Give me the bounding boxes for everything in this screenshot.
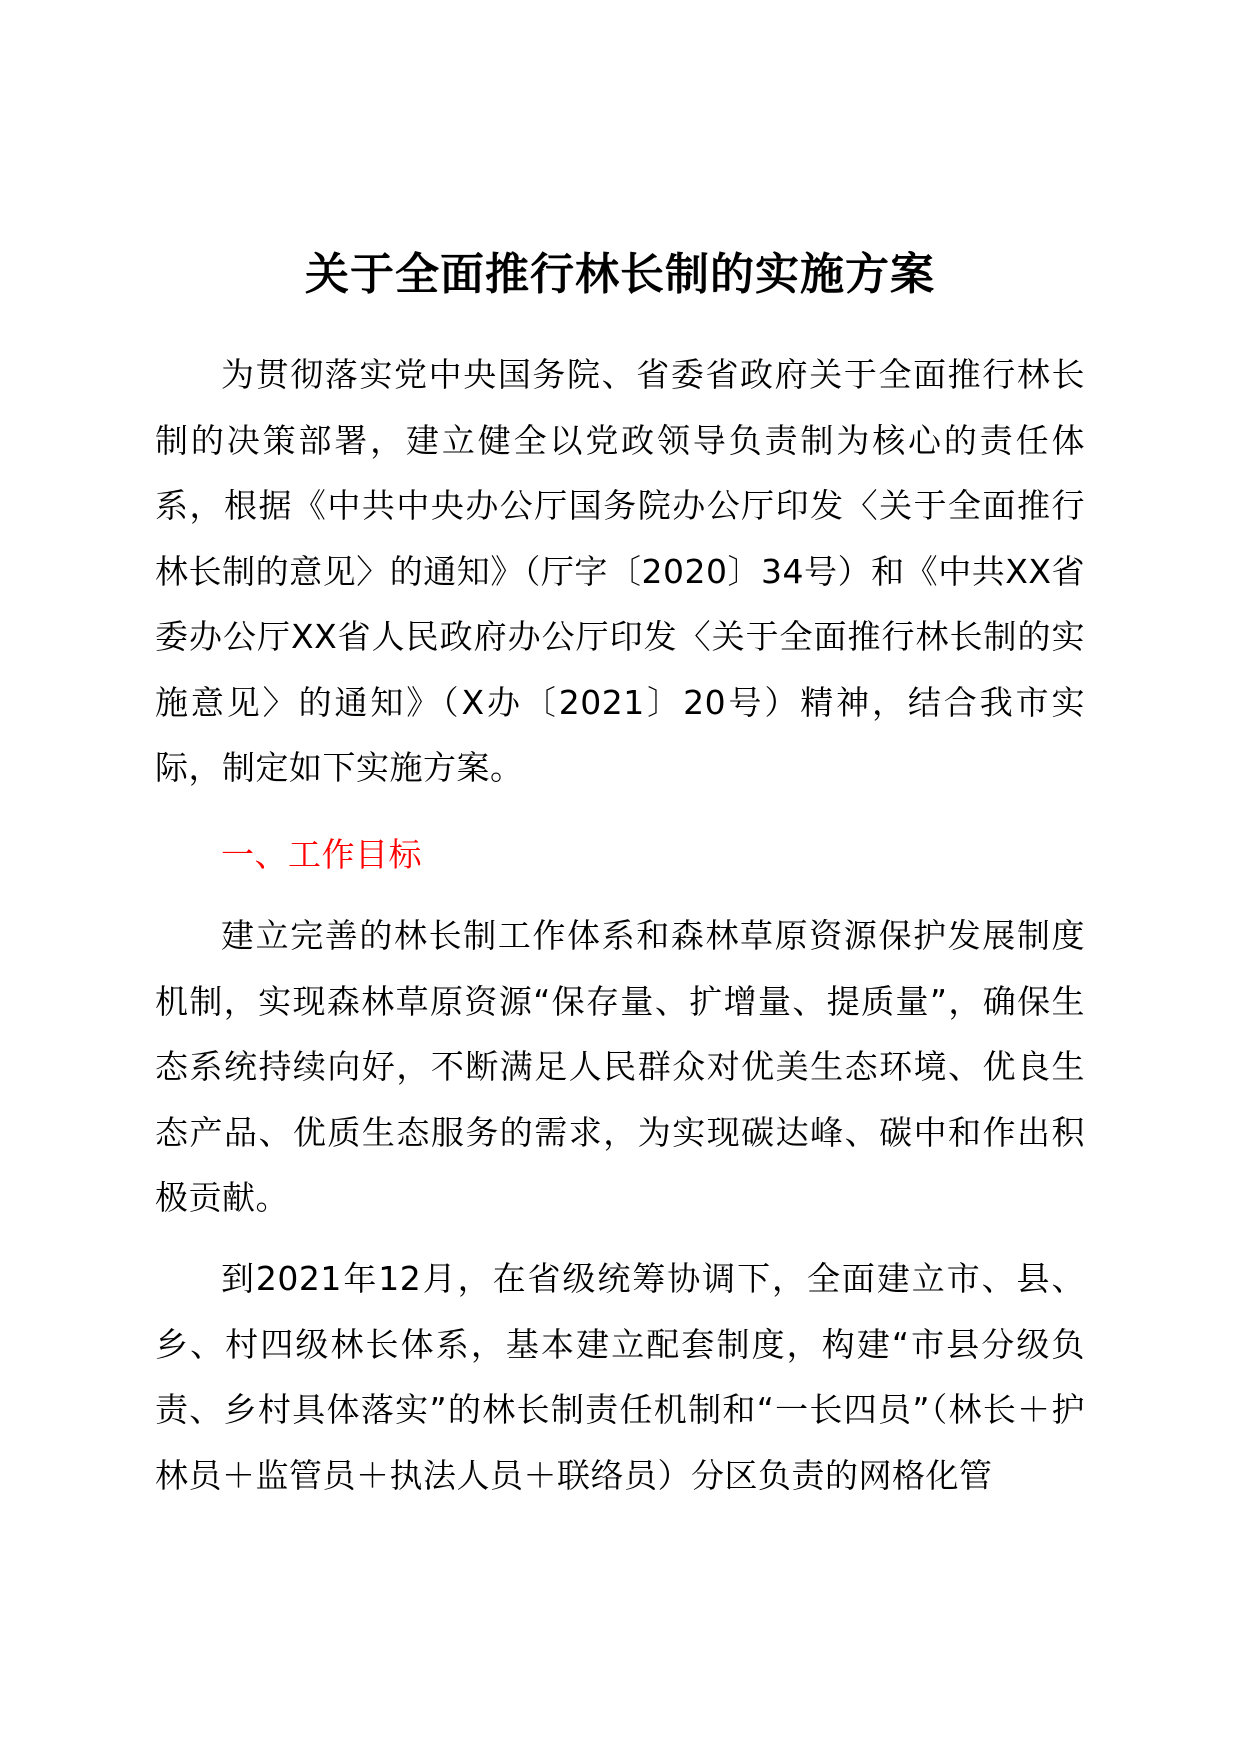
goals-paragraph: 建立完善的林长制工作体系和森林草原资源保护发展制度机制，实现森林草原资源“保存量、扩增量、提质量”，确保生态系统持续向好，不断满足人民群众对优美生态环境、优良生态产品、优质生态服务的需求，为实现碳达峰、碳中和作出积极贡献。 (155, 916, 1085, 1217)
intro-paragraph: 为贯彻落实党中央国务院、省委省政府关于全面推行林长制的决策部署，建立健全以党政领导负责制为核心的责任体系，根据《中共中央办公厅国务院办公厅印发〈关于全面推行林长制的意见〉的通知》（厅字〔2020〕34号）和《中共XX省委办公厅XX省人民政府办公厅印发〈关于全面推行林长制的实施意见〉的通知》（X办〔2021〕20号）精神，结合我市实际，制定如下实施方案。 (155, 355, 1085, 787)
section-heading-work-goals: 一、工作目标 (221, 835, 422, 874)
timeline-paragraph: 到2021年12月，在省级统筹协调下，全面建立市、县、乡、村四级林长体系，基本建立配套制度，构建“市县分级负责、乡村具体落实”的林长制责任机制和“一长四员”（林长＋护林员＋监管员＋执法人员＋联络员）分区负责的网格化管 (155, 1259, 1085, 1495)
document-title: 关于全面推行林长制的实施方案 (305, 249, 935, 300)
